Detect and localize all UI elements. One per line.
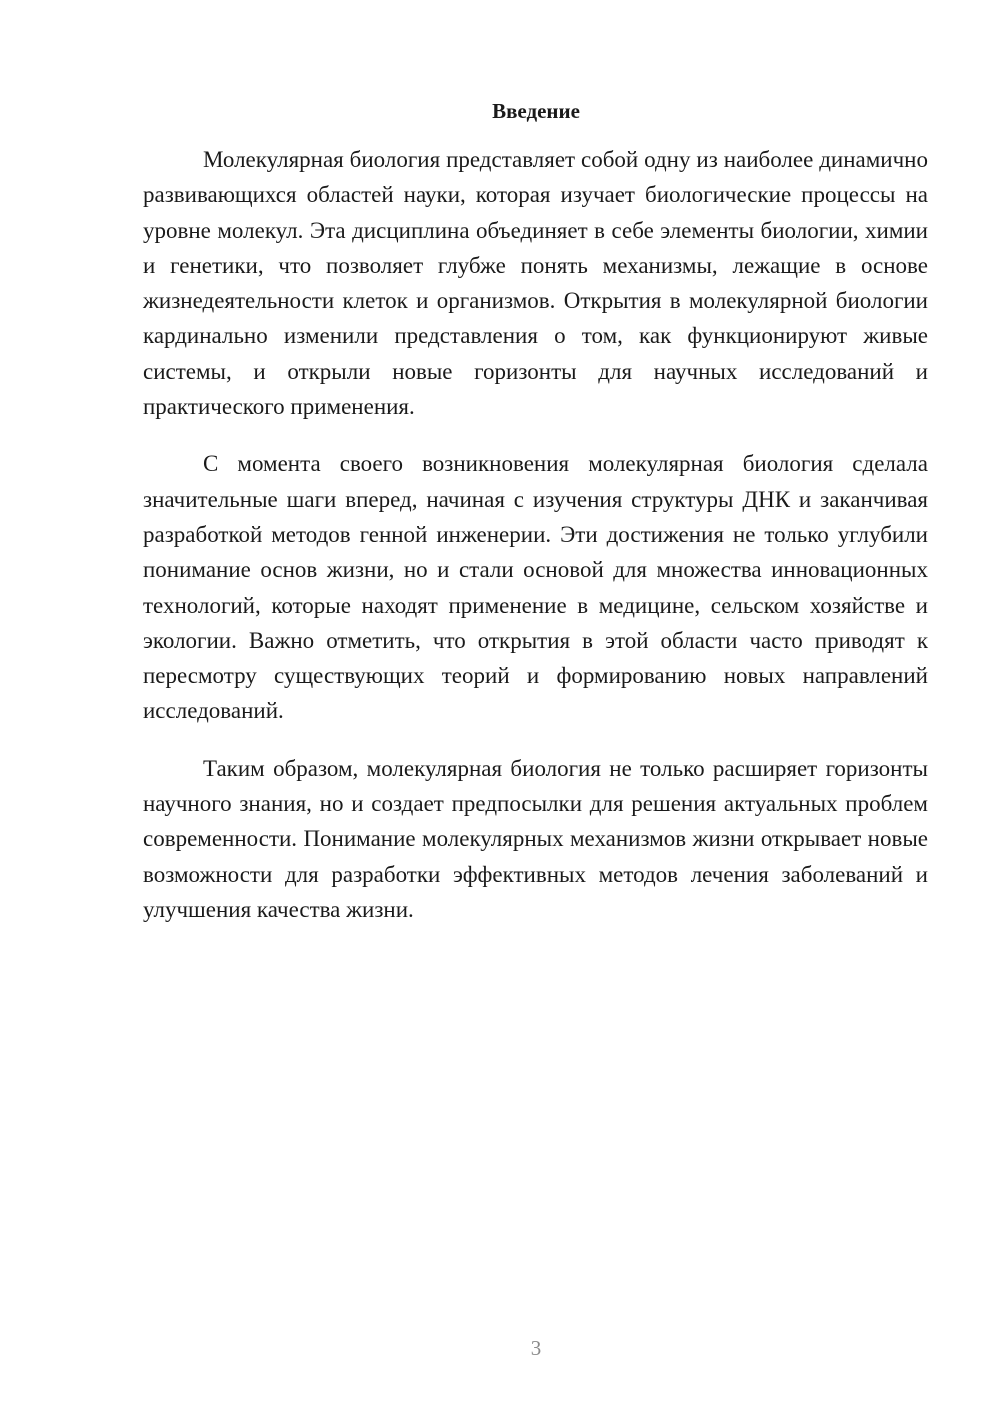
paragraph-1: Молекулярная биология представляет собой одну из наиболее динамично развивающихся областей науки, которая изучает биологические процессы на уровне молекул. Эта дисциплина объединяет в себе элементы биологии, химии и генетики, что позволяет глубже понять механизмы, лежащие в основе жизнедеятельности клеток и организмов. Открытия в молекулярной биологии кардинально изменили представления о том, как функционируют живые системы, и открыли новые горизонты для научных исследований и практического применения. <box>143 147 928 420</box>
paragraph-2: С момента своего возникновения молекулярная биология сделала значительные шаги вперед, начиная с изучения структуры ДНК и заканчивая разработкой методов генной инженерии. Эти достижения не только углубили понимание основ жизни, но и стали основой для множества инновационных технологий, которые находят применение в медицине, сельском хозяйстве и экологии. Важно отметить, что открытия в этой области часто приводят к пересмотру существующих теорий и формированию новых направлений исследований. <box>143 451 928 724</box>
paragraph-3: Таким образом, молекулярная биология не только расширяет горизонты научного знания, но и создает предпосылки для решения актуальных проблем современности. Понимание молекулярных механизмов жизни открывает новые возможности для разработки эффективных методов лечения заболеваний и улучшения качества жизни. <box>143 755 928 922</box>
document-body <box>143 142 928 949</box>
page-title: Введение <box>492 99 580 123</box>
page-number: 3 <box>530 1336 542 1360</box>
